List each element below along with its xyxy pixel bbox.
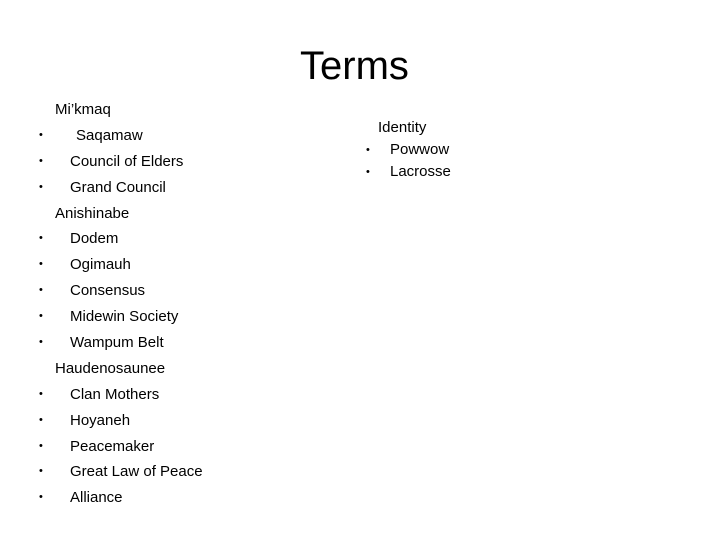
bullet-icon: • xyxy=(39,465,43,478)
left-term-text: Wampum Belt xyxy=(70,334,164,352)
left-group-heading: Haudenosaunee xyxy=(55,359,166,377)
left-term-text: Consensus xyxy=(70,282,146,300)
bullet-icon: • xyxy=(39,232,43,245)
left-term-list xyxy=(30,97,203,511)
left-list-item xyxy=(30,485,165,511)
right-term-text: Powwow xyxy=(390,141,450,158)
left-term-text: Grand Council xyxy=(70,178,166,196)
left-list-item xyxy=(30,330,165,356)
left-list-item xyxy=(30,175,165,201)
bullet-icon: • xyxy=(39,154,43,167)
left-term-text: Hoyaneh xyxy=(70,411,131,429)
left-list-item xyxy=(30,123,165,149)
left-list-item xyxy=(30,304,179,330)
bullet-icon: • xyxy=(39,284,43,297)
left-term-text: Clan Mothers xyxy=(70,385,160,403)
bullet-icon: • xyxy=(39,180,43,193)
bullet-icon: • xyxy=(39,258,43,271)
right-term-list xyxy=(360,117,451,183)
bullet-icon: • xyxy=(366,166,370,178)
left-list-item xyxy=(30,459,203,485)
left-list-item xyxy=(30,252,165,278)
left-term-text: Midewin Society xyxy=(70,308,179,326)
bullet-icon: • xyxy=(39,336,43,349)
right-group-heading: Identity xyxy=(378,119,427,136)
left-term-text: Alliance xyxy=(70,489,123,507)
bullet-icon: • xyxy=(39,439,43,452)
left-list-item xyxy=(30,408,165,434)
bullet-icon: • xyxy=(366,144,370,156)
left-term-text: Dodem xyxy=(70,230,119,248)
right-term-text: Lacrosse xyxy=(390,163,451,180)
bullet-icon: • xyxy=(39,310,43,323)
left-list-item xyxy=(30,434,165,460)
left-list-item xyxy=(30,382,165,408)
left-group-heading: Mi’kmaq xyxy=(55,101,111,118)
left-group-heading: Anishinabe xyxy=(55,204,130,222)
bullet-icon: • xyxy=(39,491,43,504)
bullet-icon: • xyxy=(39,413,43,426)
left-term-text: Peacemaker xyxy=(70,437,155,455)
bullet-icon: • xyxy=(39,387,43,400)
right-list-item xyxy=(360,161,451,183)
left-term-text: Ogimauh xyxy=(70,256,131,274)
left-list-item xyxy=(30,278,165,304)
right-list-item xyxy=(360,139,450,161)
left-term-text: Council of Elders xyxy=(70,152,184,170)
left-term-text: Great Law of Peace xyxy=(70,463,203,481)
bullet-icon: • xyxy=(39,128,43,141)
left-list-item xyxy=(30,226,165,252)
left-term-text: Saqamaw xyxy=(76,126,143,144)
slide-title: Terms xyxy=(300,44,409,88)
left-list-item xyxy=(30,149,184,175)
